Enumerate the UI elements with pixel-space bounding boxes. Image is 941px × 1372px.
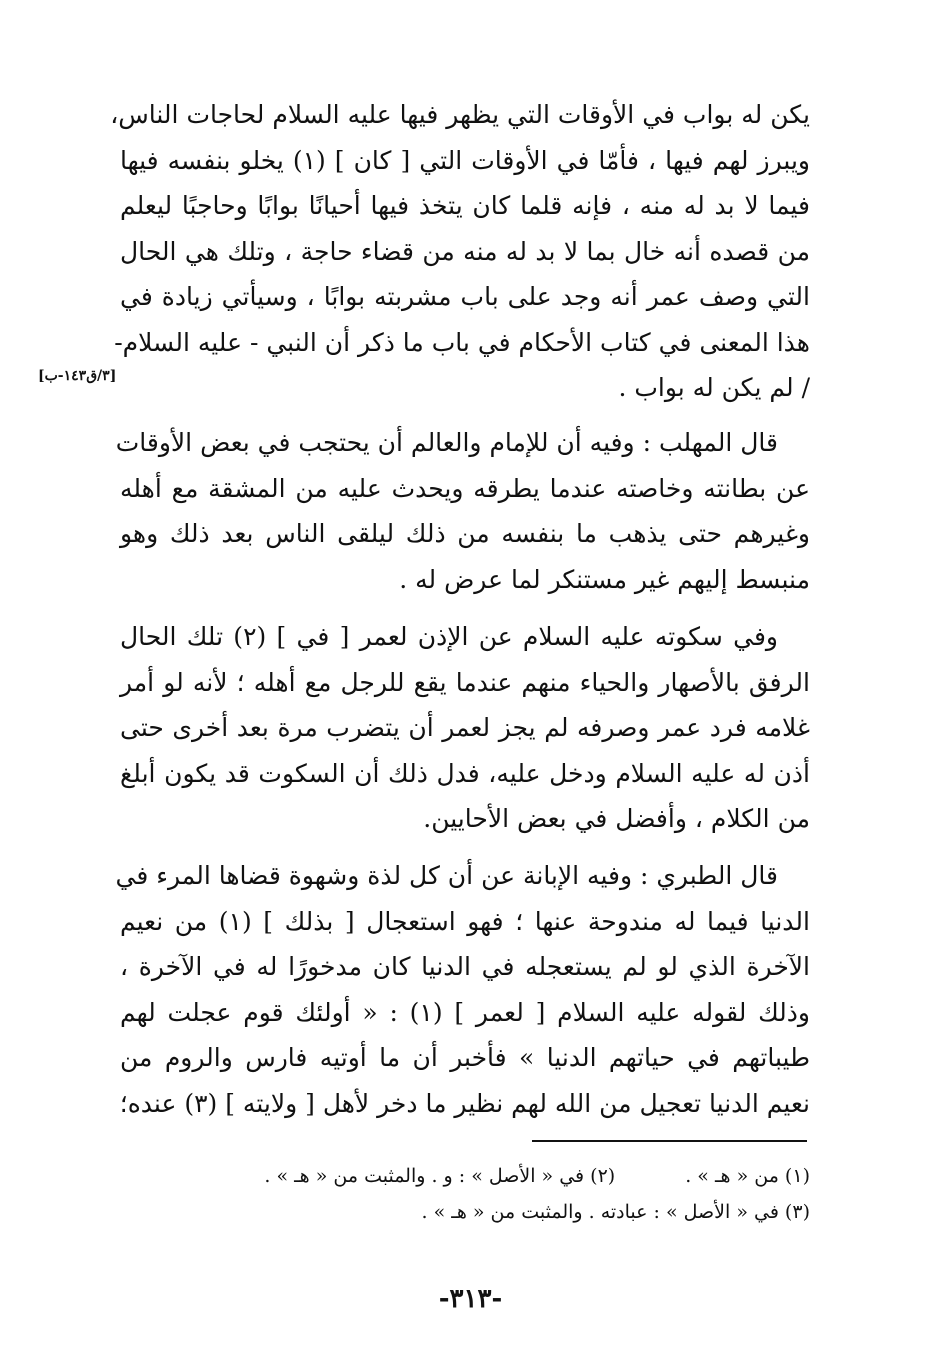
footnote-3: (٣) في « الأصل » : عبادته . والمثبت من « هـ » .: [421, 1201, 810, 1223]
text-line: منبسط إليهم غير مستنكر لما عرض له .: [399, 564, 810, 594]
paragraph-2: [115, 420, 810, 602]
paragraph-4: [115, 853, 811, 1126]
text-line: طيباتهم في حياتهم الدنيا » فأخبر أن ما أوتيه فارس والروم من: [120, 1043, 810, 1072]
footnote-line: [170, 1158, 810, 1194]
footnotes: [170, 1158, 810, 1230]
text-line: من الكلام ، وأفضل في بعض الأحايين.: [423, 804, 810, 833]
text-line: نعيم الدنيا تعجيل من الله لهم نظير ما دخر لأهل [ ولايته ] (٣) عنده؛: [119, 1088, 810, 1118]
text-line: وغيرهم حتى يذهب ما بنفسه من ذلك ليلقى الناس بعد ذلك وهو: [120, 519, 810, 548]
page-number: -٣١٣-: [438, 1284, 503, 1314]
paragraph-1: [110, 92, 810, 411]
text-line: من قصده أنه خال بما لا بد له منه من قضاء حاجة ، وتلك هي الحال: [120, 236, 810, 266]
text-line: التي وصف عمر أنه وجد على باب مشربته بوابًا ، وسيأتي زيادة في: [120, 282, 810, 311]
text-line: وذلك لقوله عليه السلام [ لعمر ] (١) : « أولئك قوم عجلت لهم: [120, 997, 811, 1027]
text-line: هذا المعنى في كتاب الأحكام في باب ما ذكر أن النبي - عليه السلام-: [114, 327, 810, 357]
footnote-divider: [532, 1140, 807, 1142]
text-line: فيما لا بد له منه ، فإنه قلما كان يتخذ فيها أحيانًا بوابًا وحاجبًا ليعلم: [120, 191, 810, 220]
text-line: ويبرز لهم فيها ، فأمّا في الأوقات التي [ كان ] (١) يخلو بنفسه فيها: [120, 145, 810, 175]
footnote-2: (٢) في « الأصل » : و . والمثبت من « هـ » .: [264, 1165, 616, 1187]
text-line: غلامه فرد عمر وصرفه لم يجز لعمر أن يتضرب مرة بعد أخرى حتى: [120, 713, 810, 742]
text-line: وفي سكوته عليه السلام عن الإذن لعمر [ في ] (٢) تلك الحال: [120, 622, 778, 651]
text-line: يكن له بواب في الأوقات التي يظهر فيها عليه السلام لحاجات الناس،: [110, 100, 810, 129]
text-line: قال الطبري : وفيه الإبانة عن أن كل لذة وشهوة قضاها المرء في: [115, 861, 778, 890]
footnote-1: (١) من « هـ » .: [685, 1165, 810, 1187]
text-line: أذن له عليه السلام ودخل عليه، فدل ذلك أن السكوت قد يكون أبلغ: [120, 758, 810, 788]
text-line: قال المهلب : وفيه أن للإمام والعالم أن يحتجب في بعض الأوقات: [115, 428, 778, 457]
text-line: / لم يكن له بواب .: [618, 373, 810, 402]
text-line: الدنيا فيما له مندوحة عنها ؛ فهو استعجال [ بذلك ] (١) من نعيم: [120, 906, 810, 936]
paragraph-3: [120, 614, 810, 842]
text-line: عن بطانته وخاصته عندما يطرقه ويحدث عليه من المشقة مع أهله: [120, 473, 810, 503]
text-line: الرفق بالأصهار والحياء منهم عندما يقع للرجل مع أهله ؛ لأنه لو أمر: [120, 667, 810, 697]
manuscript-folio-reference: [٣/ق١٤٣-ب]: [38, 368, 117, 384]
text-line: الآخرة الذي لو لم يستعجله في الدنيا كان مدخورًا له في الآخرة ،: [120, 952, 810, 981]
